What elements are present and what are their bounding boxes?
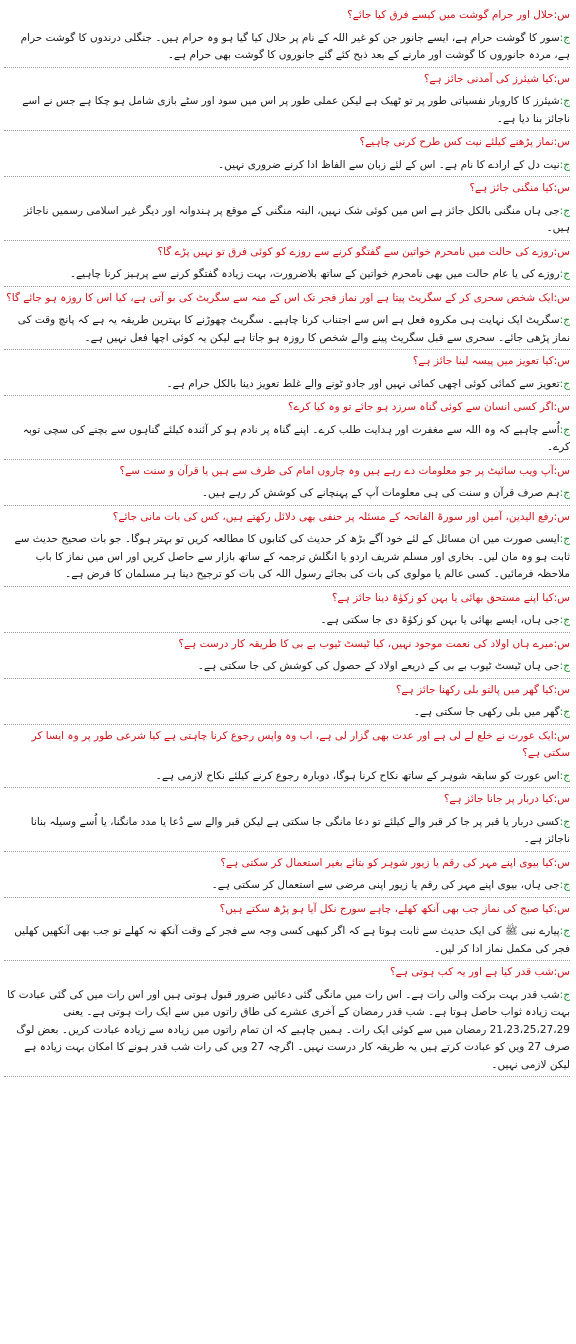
answer-label: ج: [559, 660, 570, 672]
answer-text: شیئرز کا کاروبار نفسیاتی طور پر تو ٹھیک ہے لیکن عملی طور پر اس میں سود اور سٹے بازی شامل ہو چکا ہے جس نے اسے ناجائز بنا دیا ہے۔ [22, 95, 570, 125]
answer [4, 309, 570, 349]
qa-item [4, 725, 570, 789]
question [4, 898, 570, 921]
answer-label: ج: [559, 377, 570, 390]
answer-text: جی ہاں ٹیسٹ ٹیوب بے بی کے ذریعے اولاد کے حصول کی کوشش کی جا سکتی ہے۔ [197, 660, 560, 672]
answer-text: اُسے چاہیے کہ وہ اللہ سے مغفرت اور ہدایت طلب کرے۔ اپنے گناہ پر نادم ہو کر آئندہ کیلئے گناہوں سے بچنے کی سچی توبہ کرے۔ [22, 423, 570, 453]
answer-label: ج: [559, 614, 570, 626]
answer-label: ج: [559, 533, 570, 545]
question-text: رفع الیدین، آمین اور سورۃ الفاتحہ کے مسئلہ پر حنفی بھی دلائل رکھتے ہیں، کس کی بات مانی جائے؟ [112, 510, 554, 523]
question-text: شب قدر کیا ہے اور یہ کب ہوتی ہے؟ [389, 966, 554, 978]
answer-text: جی ہاں، بیوی اپنے مہر کی رقم یا زیور اپنی مرضی سے استعمال کر سکتی ہے۔ [211, 879, 560, 891]
question-label: س: [553, 9, 570, 21]
answer [4, 701, 570, 724]
answer-text: نیت دل کے ارادے کا نام ہے۔ اس کے لئے زبان سے الفاظ ادا کرنے ضروری نہیں۔ [217, 158, 560, 171]
answer [4, 920, 570, 960]
answer-label: ج: [559, 815, 570, 828]
qa-item [4, 961, 570, 1077]
question-text: کیا شیئرز کی آمدنی جائز ہے؟ [423, 72, 554, 85]
qa-item [4, 788, 570, 852]
question-label: س: [553, 591, 570, 604]
question-text: کیا اپنے مستحق بھائی یا بہن کو زکوٰۃ دینا جائز ہے؟ [331, 591, 554, 604]
qa-item [4, 241, 570, 287]
question [4, 241, 570, 264]
question-label: س: [553, 355, 570, 367]
question [4, 679, 570, 702]
answer-text: جی ہاں منگنی بالکل جائز ہے اس میں کوئی شک نہیں، البتہ منگنی کے موقع پر ہندوانہ اور دیگر غیر اسلامی رسمیں ناجائز ہیں۔ [23, 204, 570, 234]
question-text: نماز پڑھنے کیلئے نیت کس طرح کرنی چاہیے؟ [359, 136, 554, 148]
qa-item [4, 350, 570, 396]
answer-text: ہم صرف قرآن و سنت کی ہی معلومات آپ کے پہنچانے کی کوشش کر رہے ہیں۔ [201, 487, 560, 499]
answer-label: ج: [559, 204, 570, 217]
question-text: کیا دربار پر جانا جائز ہے؟ [443, 793, 554, 805]
question [4, 852, 570, 875]
question-text: کیا بیوی اپنے مہر کی رقم یا زیور شوہر کو بتائے بغیر استعمال کر سکتی ہے؟ [220, 856, 554, 869]
answer-label: ج: [559, 706, 570, 718]
question-text: حلال اور حرام گوشت میں کیسے فرق کیا جائے؟ [347, 9, 554, 21]
answer-label: ج: [559, 879, 570, 891]
question [4, 350, 570, 373]
question [4, 633, 570, 656]
answer-label: ج: [559, 487, 570, 499]
question [4, 725, 570, 765]
question-label: س: [553, 136, 570, 148]
answer-text: روزے کی یا عام حالت میں بھی نامحرم خواتین کے ساتھ بلاضرورت، بہت زیادہ گفتگو کرنے سے پرہیز کرنا چاہیے۔ [69, 268, 560, 280]
question-label: س: [553, 683, 570, 696]
question [4, 287, 570, 310]
answer [4, 154, 570, 177]
question-label: س: [553, 793, 570, 805]
question-text: کیا تعویز میں پیسہ لینا جائز ہے؟ [412, 355, 554, 367]
answer-label: ج: [559, 314, 570, 326]
answer [4, 373, 570, 396]
question-label: س: [553, 72, 570, 85]
question-text: ایک عورت نے خلع لے لی ہے اور عدت بھی گزار لی ہے، اب وہ واپس رجوع کرنا چاہتی ہے کیا شرعی طور پر وہ ایسا کر سکتی ہے؟ [31, 729, 570, 759]
question-label: س: [553, 291, 570, 304]
qa-item [4, 460, 570, 506]
question-label: س: [553, 464, 570, 477]
question [4, 587, 570, 610]
question-text: کیا صبح کی نماز جب بھی آنکھ کھلے، چاہے سورج نکل آیا ہو پڑھ سکتے ہیں؟ [219, 902, 554, 915]
question-text: کیا منگنی جائز ہے؟ [469, 182, 554, 194]
question [4, 177, 570, 200]
answer-label: ج: [559, 925, 570, 937]
answer-text: تعویز سے کمائی کوئی اچھی کمائی نہیں اور جادو ٹونے والے غلط تعویز دینا بالکل حرام ہے۔ [166, 377, 560, 390]
answer-text: سگریٹ ایک نہایت ہی مکروہ فعل ہے اس سے اجتناب کرنا چاہیے۔ سگریٹ چھوڑنے کا بہترین طریقہ یہ ہے کہ پانچ وقت کی نماز پڑھی جائے۔ سحری سے قبل سگریٹ پینے والے شخص کا روزہ ہو جاتا ہے لیکن یہ کوئی اچھا فعل نہیں ہے۔ [17, 314, 570, 344]
answer [4, 90, 570, 130]
question-text: آپ ویب سائیٹ پر جو معلومات دے رہے ہیں وہ چاروں امام کی طرف سے ہیں یا قرآن و سنت سے؟ [119, 464, 554, 477]
answer [4, 984, 570, 1077]
qa-item [4, 177, 570, 241]
qa-item [4, 506, 570, 587]
answer [4, 419, 570, 459]
question [4, 506, 570, 529]
answer-label: ج: [559, 988, 570, 1001]
answer-text: اس عورت کو سابقہ شوہر کے ساتھ نکاح کرنا ہوگا، دوبارہ رجوع کرنے کیلئے نکاح لازمی ہے۔ [155, 769, 560, 782]
answer-text: پیارے نبی ﷺ کی ایک حدیث سے ثابت ہوتا ہے کہ اگر کبھی کسی وجہ سے فجر کے وقت آنکھ نہ کھلے تو جب بھی آنکھیں کھلیں فجر کی مکمل نماز ادا کر لیں۔ [14, 925, 570, 955]
answer [4, 200, 570, 240]
question-text: میرے ہاں اولاد کی نعمت موجود نہیں، کیا ٹیسٹ ٹیوب بے بی کا طریقہ کار درست ہے؟ [178, 637, 554, 650]
qa-item [4, 633, 570, 679]
question [4, 4, 570, 27]
question-text: ایک شخص سحری کر کے سگریٹ پیتا ہے اور نماز فجر تک اس کے منہ سے سگریٹ کی بو آتی ہے، کیا اس کا روزہ ہو جائے گا؟ [6, 291, 554, 304]
question-label: س: [553, 856, 570, 869]
qa-item [4, 68, 570, 132]
answer-text: شب قدر بہت برکت والی رات ہے۔ اس رات میں مانگی گئی دعائیں ضرور قبول ہوتی ہیں اور اس رات میں کی گئی عبادت کا بہت زیادہ ثواب حاصل ہوتا ہے۔ شب قدر رمضان کے آخری عشرے کی طاق راتوں میں سے ایک رات ہوتی ہے۔ یعنی 21،23،25،27،29 رمضان میں سے کوئی ایک رات۔ ہمیں چاہیے کہ ان تمام راتوں میں زیادہ سے زیادہ عبادت کریں۔ بعض لوگ صرف 27 ویں کو عبادت کرتے ہیں یہ طریقہ کار درست نہیں۔ اگرچہ 27 ویں کی رات شب قدر ہونے کا امکان بہت زیادہ ہے لیکن لازمی نہیں۔ [7, 988, 570, 1071]
answer-label: ج: [559, 158, 570, 171]
answer-label: ج: [559, 95, 570, 107]
answer-text: سور کا گوشت حرام ہے، ایسے جانور جن کو غیر اللہ کے نام پر حلال کیا گیا ہو وہ حرام ہیں۔ جنگلی درندوں کا گوشت حرام ہے، مردہ جانوروں کا گوشت اور مارنے کے بعد ذبح کئے گئے جانوروں کا گوشت بھی حرام ہے۔ [20, 31, 570, 61]
answer [4, 263, 570, 286]
answer-label: ج: [559, 423, 570, 436]
question [4, 396, 570, 419]
qa-item [4, 131, 570, 177]
question [4, 788, 570, 811]
answer [4, 482, 570, 505]
answer [4, 765, 570, 788]
answer [4, 609, 570, 632]
question-label: س: [553, 637, 570, 650]
question-text: روزے کی حالت میں نامحرم خواتین سے گفتگو کرنے سے روزے کو کوئی فرق تو نہیں پڑے گا؟ [157, 245, 554, 258]
qa-item [4, 396, 570, 460]
question-label: س: [553, 966, 570, 978]
answer-text: جی ہاں، ایسے بھائی یا بہن کو زکوٰۃ دی جا سکتی ہے۔ [320, 614, 560, 626]
question-text: اگر کسی انسان سے کوئی گناہ سرزد ہو جائے تو وہ کیا کرے؟ [287, 401, 554, 413]
question [4, 68, 570, 91]
qa-item [4, 4, 570, 68]
answer-label: ج: [559, 31, 570, 44]
question-text: کیا گھر میں پالتو بلی رکھنا جائز ہے؟ [395, 683, 554, 696]
question-label: س: [553, 729, 570, 742]
question [4, 460, 570, 483]
qa-item [4, 679, 570, 725]
qa-item [4, 287, 570, 351]
answer-text: ایسی صورت میں ان مسائل کے لئے خود آگے بڑھ کر حدیث کی کتابوں کا مطالعہ کریں تو بہتر ہوگا۔ جو بات صحیح حدیث سے ثابت ہو وہ مان لیں۔ بخاری اور مسلم شریف اردو یا انگلش ترجمہ کے ساتھ بازار سے حاصل کریں اور اس میں نماز کا باب ملاحظہ فرمائیں۔ کسی عالم یا مولوی کی بات کی بجائے رسول اللہ کی بات کو ترجیح دینا ہر مسلمان کا فرض ہے۔ [14, 533, 570, 580]
answer [4, 874, 570, 897]
question [4, 131, 570, 154]
answer-label: ج: [559, 268, 570, 280]
answer-label: ج: [559, 769, 570, 782]
answer [4, 655, 570, 678]
qa-item [4, 587, 570, 633]
qa-item [4, 898, 570, 962]
question-label: س: [553, 245, 570, 258]
answer-text: کسی دربار یا قبر پر جا کر قبر والے کیلئے تو دعا مانگی جا سکتی ہے لیکن قبر والے سے دُعا یا مدد مانگنا، یا اُسے وسیلہ بنانا ناجائز ہے۔ [30, 815, 570, 845]
answer-text: گھر میں بلی رکھی جا سکتی ہے۔ [413, 706, 560, 718]
question [4, 961, 570, 984]
question-label: س: [553, 902, 570, 915]
question-label: س: [553, 401, 570, 413]
question-label: س: [553, 182, 570, 194]
qa-item [4, 852, 570, 898]
question-label: س: [553, 510, 570, 523]
answer [4, 27, 570, 67]
answer [4, 811, 570, 851]
answer [4, 528, 570, 586]
